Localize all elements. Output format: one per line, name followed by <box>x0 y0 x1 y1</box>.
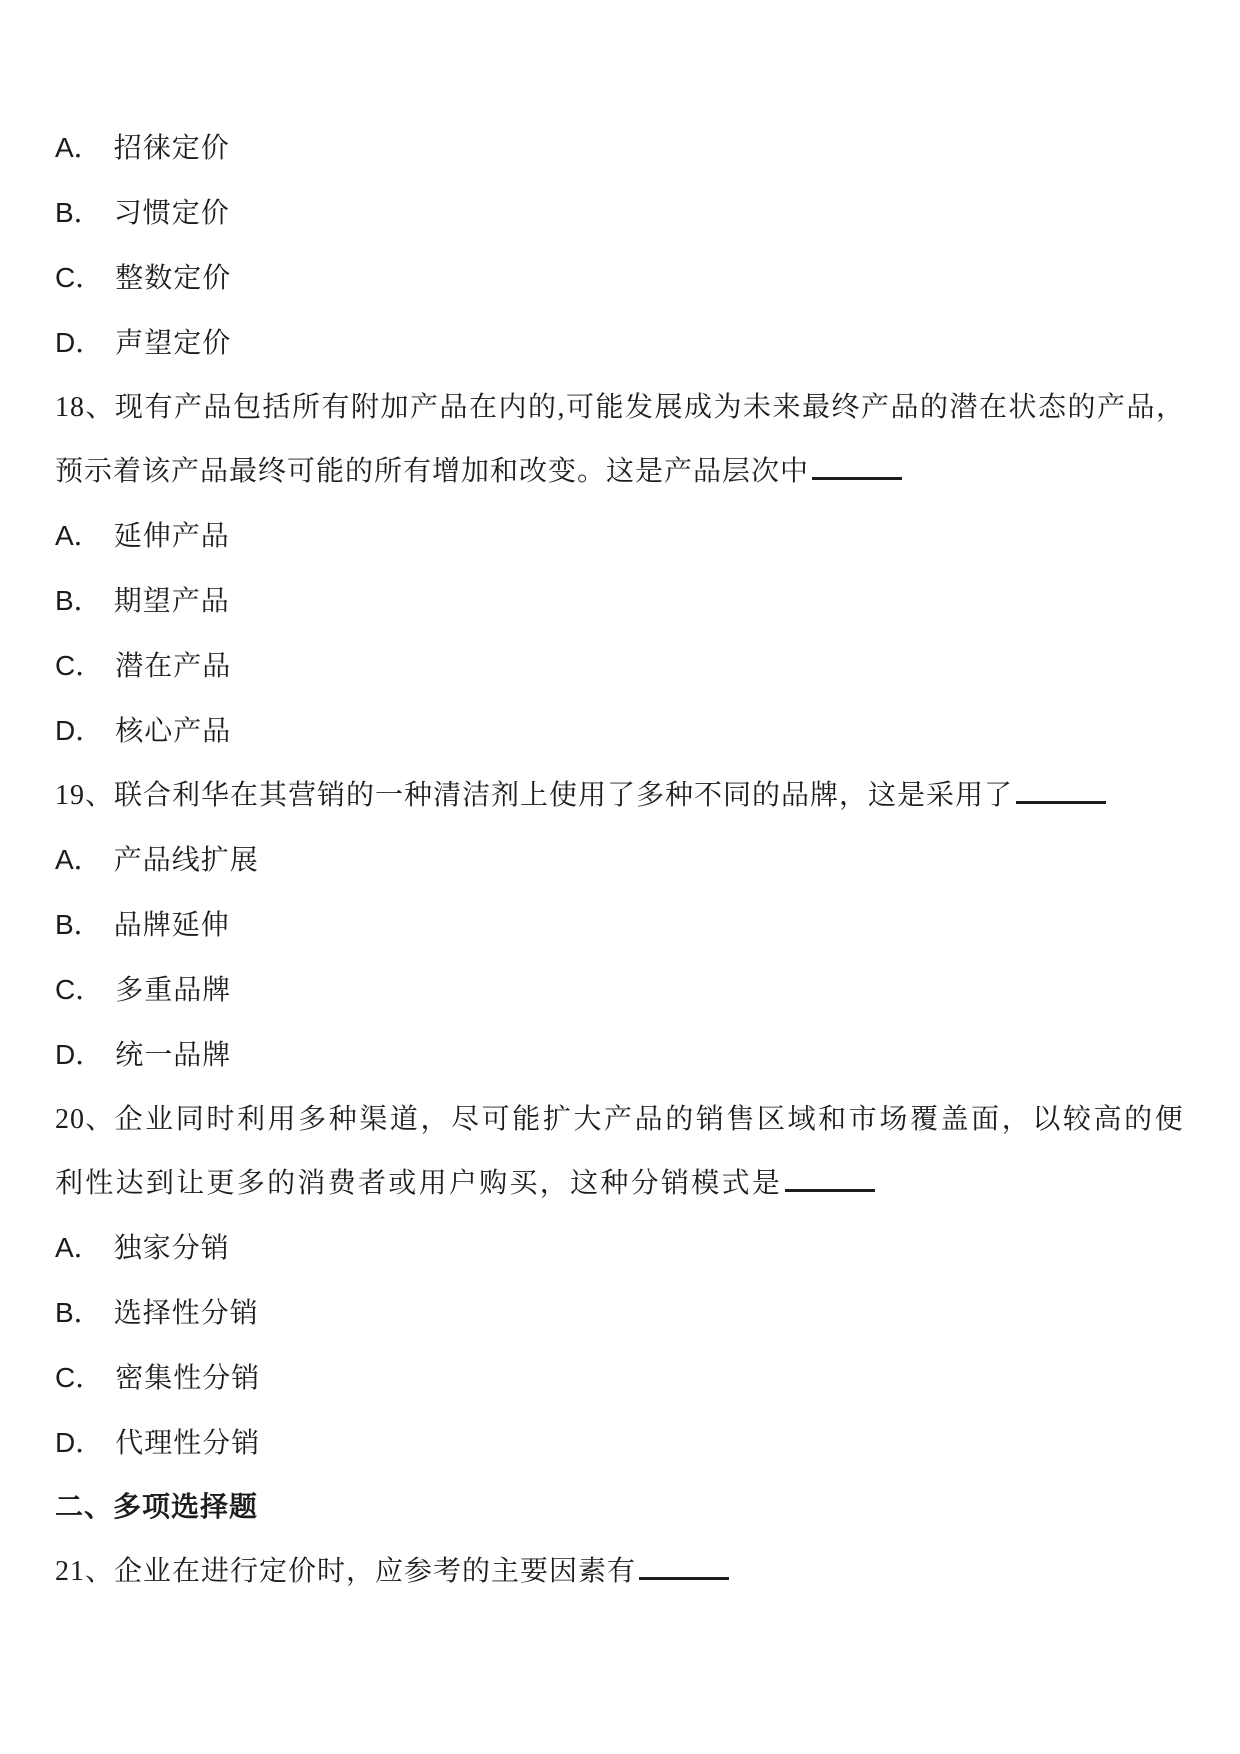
option-letter: C． <box>55 974 104 1005</box>
question-21 <box>55 1540 1185 1604</box>
option-row-17c <box>55 246 1185 311</box>
option-row-19b <box>55 893 1185 958</box>
option-text: 代理性分销 <box>115 1428 261 1459</box>
option-row-18b <box>55 569 1185 634</box>
option-row-20b <box>55 1281 1185 1346</box>
option-letter: B． <box>55 909 102 940</box>
answer-blank <box>812 477 902 480</box>
option-row-17d <box>55 311 1185 376</box>
option-text: 潜在产品 <box>115 651 232 682</box>
option-text: 独家分销 <box>113 1233 230 1264</box>
option-row-20c <box>55 1346 1185 1411</box>
option-text: 选择性分销 <box>113 1298 259 1329</box>
option-text: 产品线扩展 <box>113 845 259 876</box>
option-row-17b <box>55 181 1185 246</box>
option-row-18d <box>55 699 1185 764</box>
option-text: 习惯定价 <box>113 198 230 229</box>
option-row-19d <box>55 1023 1185 1088</box>
option-text: 品牌延伸 <box>113 910 230 941</box>
option-letter: B． <box>55 197 102 228</box>
option-letter: C． <box>55 650 104 681</box>
option-letter: A． <box>55 132 102 163</box>
question-text: 企业同时利用多种渠道，尽可能扩大产品的销售区域和市场覆盖面，以较高的便利性达到让更多的消费者或用户购买，这种分销模式是 <box>55 1104 1185 1199</box>
question-18 <box>55 376 1185 504</box>
question-number: 20、 <box>55 1104 115 1135</box>
option-letter: D． <box>55 327 104 358</box>
option-row-17a <box>55 116 1185 181</box>
question-number: 18、 <box>55 392 115 423</box>
option-letter: D． <box>55 1039 104 1070</box>
option-row-18a <box>55 504 1185 569</box>
question-text: 联合利华在其营销的一种清洁剂上使用了多种不同的品牌，这是采用了 <box>114 780 1014 811</box>
option-row-20d <box>55 1411 1185 1476</box>
option-text: 期望产品 <box>113 586 230 617</box>
question-number: 21、 <box>55 1556 115 1587</box>
option-letter: C． <box>55 262 104 293</box>
option-letter: B． <box>55 585 102 616</box>
option-row-19c <box>55 958 1185 1023</box>
option-letter: B． <box>55 1297 102 1328</box>
option-letter: A． <box>55 520 102 551</box>
option-letter: A． <box>55 1232 102 1263</box>
option-text: 招徕定价 <box>113 133 230 164</box>
option-text: 延伸产品 <box>113 521 230 552</box>
question-text: 现有产品包括所有附加产品在内的,可能发展成为未来最终产品的潜在状态的产品，预示着该产品最终可能的所有增加和改变。这是产品层次中 <box>55 392 1185 487</box>
option-text: 密集性分销 <box>115 1363 261 1394</box>
question-text: 企业在进行定价时，应参考的主要因素有 <box>114 1556 637 1587</box>
question-20 <box>55 1088 1185 1216</box>
answer-blank <box>785 1189 875 1192</box>
option-row-20a <box>55 1216 1185 1281</box>
option-letter: C． <box>55 1362 104 1393</box>
option-text: 多重品牌 <box>115 975 232 1006</box>
section-heading-multiple-choice <box>55 1476 1185 1540</box>
option-text: 核心产品 <box>115 716 232 747</box>
answer-blank <box>1016 801 1106 804</box>
option-row-19a <box>55 828 1185 893</box>
question-19 <box>55 764 1185 828</box>
answer-blank <box>639 1577 729 1580</box>
option-letter: A． <box>55 844 102 875</box>
option-letter: D． <box>55 1427 104 1458</box>
option-text: 统一品牌 <box>115 1040 232 1071</box>
option-text: 声望定价 <box>115 328 232 359</box>
option-letter: D． <box>55 715 104 746</box>
section-heading-text: 二、多项选择题 <box>55 1492 259 1523</box>
option-row-18c <box>55 634 1185 699</box>
question-number: 19、 <box>55 780 115 811</box>
option-text: 整数定价 <box>115 263 232 294</box>
